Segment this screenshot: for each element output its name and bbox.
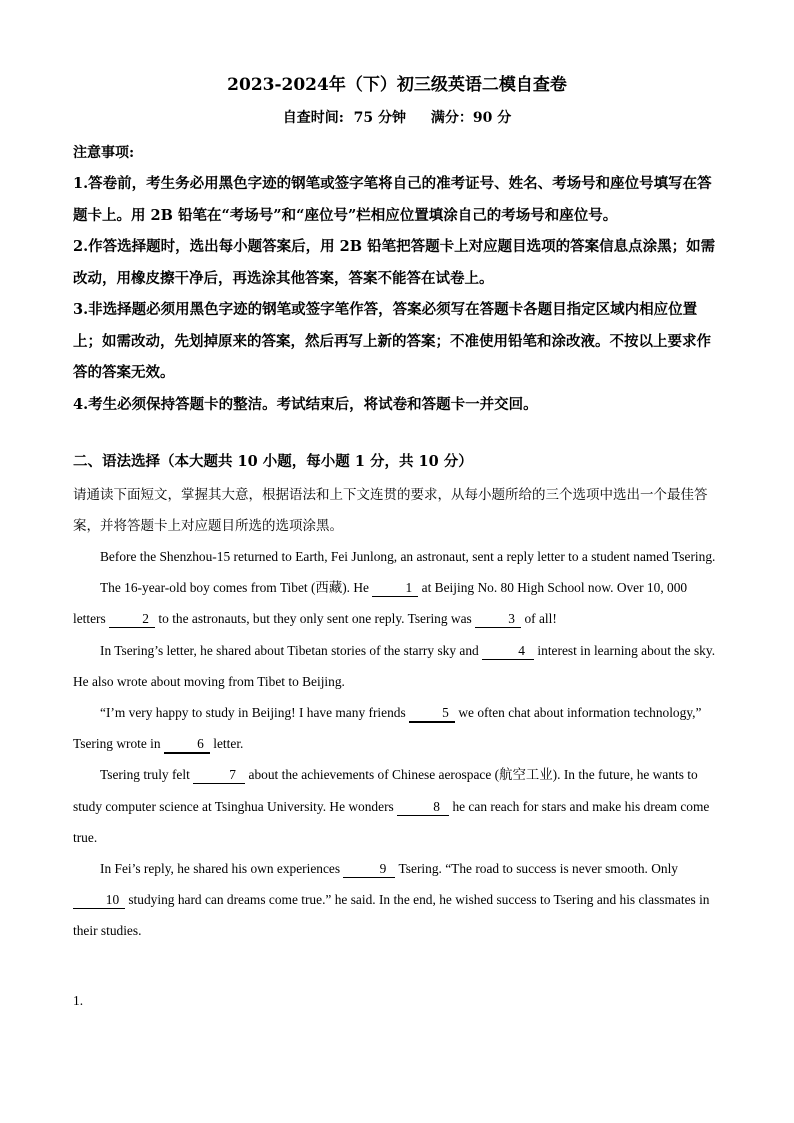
passage-paragraph [73,853,723,947]
blank-1: 1 [372,580,418,597]
blank-4: 4 [482,643,534,660]
reading-passage [73,541,723,947]
passage-paragraph [73,572,723,634]
blank-10: 10 [73,892,125,909]
score-info [431,110,511,126]
passage-text: of all! [521,611,557,627]
passage-text: interest in learning about the sky. He also wrote about moving from Tibet to Beijing. [73,642,716,689]
passage-paragraph [73,697,723,759]
page-title: 2023-2024年（下）初三级英语二模自查卷 [227,75,567,95]
exam-info [0,107,794,127]
section-heading: 二、语法选择（本大题共 10 小题，每小题 1 分，共 10 分） [73,453,473,470]
blank-6: 6 [164,736,210,754]
score-value: 90 分 [472,110,512,126]
passage-paragraph [73,635,723,697]
blank-2: 2 [109,611,155,628]
passage-text: Tsering truly felt [100,767,194,783]
notice-rules [73,168,723,420]
notice-heading: 注意事项: [73,145,135,161]
blank-5: 5 [409,705,455,723]
score-label: 满分： [430,110,473,126]
passage-text: he can reach for stars and make his dream come true. [73,798,710,845]
passage-paragraph: Before the Shenzhou-15 returned to Earth, Fei Junlong, an astronaut, sent a reply letter to a student named Tsering. [100,549,716,564]
passage-text: “I’m very happy to study in Beijing! I have many friends [100,705,410,721]
passage-text: about the achievements of Chinese aerospace (航空工业). In the future, he wants to study computer science at Tsinghua University. He wonders [73,767,698,814]
passage-text: at Beijing No. 80 High School now. Over 10, 000 letters [73,580,688,627]
passage-text: In Fei’s reply, he shared his own experiences [100,861,344,877]
passage-text: The 16-year-old boy comes from Tibet (西藏). He [100,580,373,596]
time-info [283,110,406,126]
rule-item: 2.作答选择题时，选出每小题答案后，用 2B 铅笔把答题卡上对应题目选项的答案信息点涂黑；如需改动，用橡皮擦干净后，再选涂其他答案，答案不能答在试卷上。 [73,238,716,287]
passage-text: to the astronauts, but they only sent one reply. Tsering was [155,611,476,627]
passage-text: we often chat about information technology,” Tsering wrote in [73,705,702,752]
blank-9: 9 [343,861,395,878]
passage-text: letter. [209,736,244,752]
passage-text: In Tsering’s letter, he shared about Tibetan stories of the starry sky and [100,642,483,658]
blank-3: 3 [475,611,521,628]
section-instruction: 请通读下面短文，掌握其大意，根据语法和上下文连贯的要求，从每小题所给的三个选项中选出一个最佳答案，并将答题卡上对应题目所选的选项涂黑。 [73,487,708,534]
rule-item: 3.非选择题必须用黑色字迹的钢笔或签字笔作答，答案必须写在答题卡各题目指定区域内相应位置上；如需改动，先划掉原来的答案，然后再写上新的答案；不准使用铅笔和涂改液。不按以上要求作答的答案无效。 [73,301,711,381]
time-value: 75 分钟 [353,110,407,126]
blank-7: 7 [193,767,245,784]
rule-item: 4.考生必须保持答题卡的整洁。考试结束后，将试卷和答题卡一并交回。 [73,395,538,413]
passage-text: Tsering. “The road to success is never smooth. Only [395,861,678,877]
blank-8: 8 [397,799,449,816]
passage-paragraph [73,759,723,853]
time-label: 自查时间: [282,110,344,126]
rule-item: 1.答卷前，考生务必用黑色字迹的钢笔或签字笔将自己的准考证号、姓名、考场号和座位号填写在答题卡上。用 2B 铅笔在“考场号”和“座位号”栏相应位置填涂自己的考场号和座位号。 [73,175,712,224]
question-number: 1. [73,993,84,1008]
passage-text: studying hard can dreams come true.” he said. In the end, he wished success to Tsering and his classmates in their studies. [73,892,710,939]
